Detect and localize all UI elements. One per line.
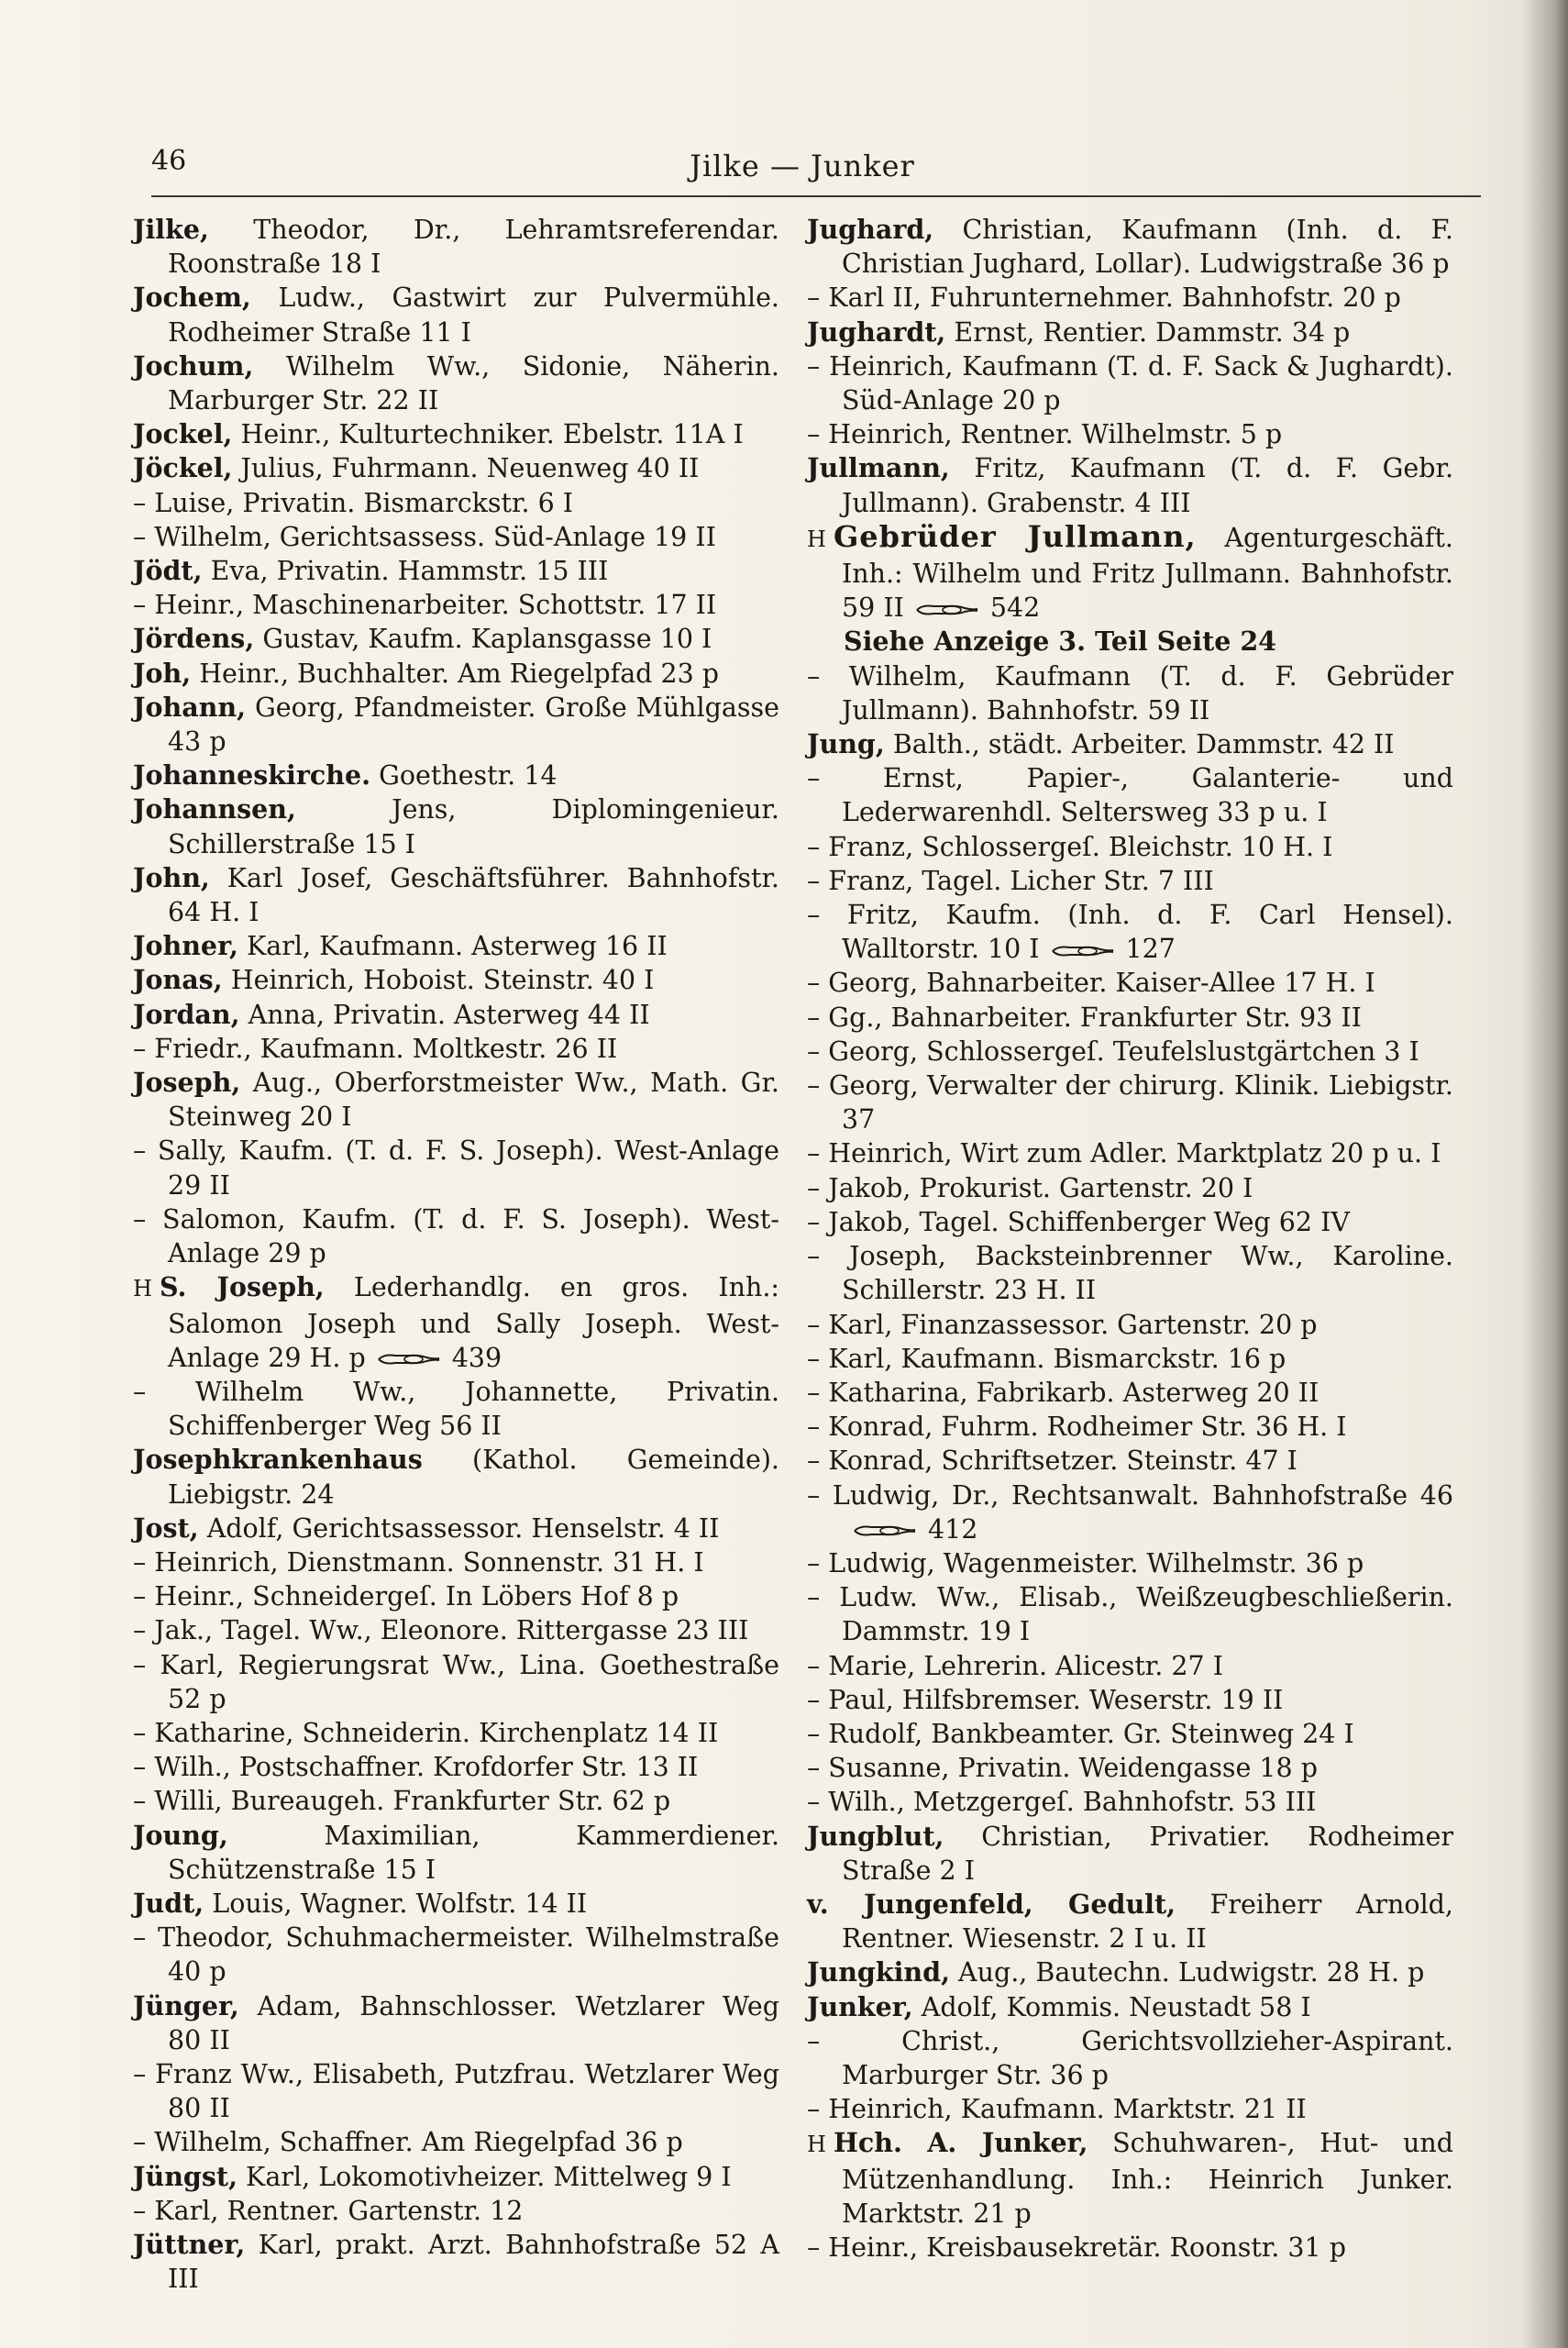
entry-text: – Ludw. Ww., Elisab., Weißzeugbeschließerin. Dammstr. 19 I <box>807 1582 1453 1647</box>
entry-text: – Wilh., Postschaffner. Krofdorfer Str. 13 II <box>133 1752 699 1783</box>
directory-entry <box>807 1820 1453 1888</box>
page-edge-shadow <box>1522 0 1568 2348</box>
directory-entry <box>133 1134 779 1202</box>
directory-entry <box>807 1546 1453 1580</box>
directory-entry <box>133 1921 779 1988</box>
entry-text: Ernst, Rentier. Dammstr. 34 p <box>945 316 1351 348</box>
directory-entry <box>133 998 779 1032</box>
directory-entry <box>133 622 779 656</box>
entry-name: Joh, <box>133 657 192 689</box>
directory-entry <box>133 213 779 281</box>
entry-name: Jockel, <box>133 418 233 450</box>
directory-entry <box>133 1887 779 1921</box>
telephone-number: 439 <box>451 1342 502 1373</box>
entry-text: – Friedr., Kaufmann. Moltkestr. 26 II <box>133 1033 618 1064</box>
entry-text: – Franz Ww., Elisabeth, Putzfrau. Wetzlarer Weg 80 II <box>133 2058 779 2124</box>
directory-entry <box>133 792 779 860</box>
entry-name: Joseph, <box>133 1067 241 1099</box>
entry-text: – Marie, Lehrerin. Alicestr. 27 I <box>807 1650 1223 1681</box>
entry-name: v. Jungenfeld, Gedult, <box>807 1888 1176 1920</box>
entry-text: – Jakob, Tagel. Schiffenberger Weg 62 IV <box>807 1206 1350 1237</box>
entry-text: – Wilhelm, Gerichtsassess. Süd-Anlage 19 II <box>133 521 716 552</box>
business-mark: H <box>807 526 826 552</box>
entry-text: – Theodor, Schuhmachermeister. Wilhelmstraße 40 p <box>133 1922 779 1988</box>
directory-entry <box>807 1136 1453 1170</box>
entry-name: Johann, <box>133 691 247 723</box>
entry-text: – Heinrich, Rentner. Wilhelmstr. 5 p <box>807 419 1283 450</box>
directory-entry <box>133 1613 779 1647</box>
directory-entry <box>807 1751 1453 1785</box>
directory-entry <box>807 659 1453 727</box>
entry-text: Karl Josef, Geschäftsführer. Bahnhofstr. 64 H. I <box>168 862 779 928</box>
entry-text: – Paul, Hilfsbremser. Weserstr. 19 II <box>807 1684 1284 1715</box>
directory-entry <box>133 1579 779 1613</box>
entry-text: Christian, Privatier. Rodheimer Straße 2 I <box>842 1821 1453 1886</box>
entry-text: – Karl, Finanzassessor. Gartenstr. 20 p <box>807 1309 1318 1340</box>
directory-entry <box>807 2126 1453 2231</box>
directory-entry <box>807 1649 1453 1683</box>
directory-entry <box>133 281 779 349</box>
directory-entry <box>133 349 779 417</box>
entry-name: Johannsen, <box>133 793 296 825</box>
entry-text: Julius, Fuhrmann. Neuenweg 40 II <box>232 453 700 484</box>
directory-entry <box>133 963 779 997</box>
entry-name: Junker, <box>807 1990 913 2022</box>
entry-text: – Heinrich, Wirt zum Adler. Marktplatz 20 p u. I <box>807 1138 1441 1169</box>
directory-entry <box>807 727 1453 761</box>
entry-text: – Heinr., Schneidergeſ. In Löbers Hof 8 p <box>133 1581 679 1612</box>
directory-entry <box>133 451 779 485</box>
business-mark: H <box>807 2132 826 2158</box>
directory-entry <box>133 1375 779 1443</box>
entry-text: – Willi, Bureaugeh. Frankfurter Str. 62 p <box>133 1786 671 1817</box>
directory-entry <box>807 316 1453 349</box>
entry-name: Johner, <box>133 930 238 962</box>
entry-name: Jödt, <box>133 555 203 587</box>
entry-name: Jughard, <box>807 214 934 245</box>
directory-entry <box>807 1069 1453 1136</box>
entry-name: Jördens, <box>133 623 255 655</box>
directory-entry <box>807 1479 1453 1546</box>
entry-name: Gebrüder Jullmann, <box>833 518 1197 554</box>
entry-text: Louis, Wagner. Wolfstr. 14 II <box>204 1888 588 1919</box>
telephone-icon <box>915 602 979 618</box>
entry-text: Jens, Diplomingenieur. Schillerstraße 15 I <box>168 794 779 859</box>
entry-name: Joung, <box>133 1819 228 1851</box>
right-column <box>807 213 1453 2265</box>
entry-name: S. Joseph, <box>159 1271 325 1303</box>
directory-entry <box>807 1955 1453 1989</box>
directory-entry <box>807 1205 1453 1239</box>
entry-text: – Ludwig, Wagenmeister. Wilhelmstr. 36 p <box>807 1547 1364 1578</box>
entry-text: – Salomon, Kaufm. (T. d. F. S. Joseph). West-Anlage 29 p <box>133 1203 779 1269</box>
telephone-icon <box>1051 943 1115 959</box>
directory-entry <box>807 1342 1453 1376</box>
entry-text: Wilhelm Ww., Sidonie, Näherin. Marburger Str. 22 II <box>168 350 779 416</box>
entry-text: – Katharina, Fabrikarb. Asterweg 20 II <box>807 1377 1320 1408</box>
directory-entry <box>133 1202 779 1270</box>
entry-text: – Konrad, Schriftsetzer. Steinstr. 47 I <box>807 1445 1297 1477</box>
entry-text: – Ludwig, Dr., Rechtsanwalt. Bahnhofstraße 46 <box>807 1479 1453 1511</box>
directory-entry <box>807 1171 1453 1205</box>
header-rule <box>151 195 1481 197</box>
entry-name: Jochem, <box>133 282 251 314</box>
entry-text: – Karl, Rentner. Gartenstr. 12 <box>133 2195 524 2226</box>
directory-entry <box>807 1717 1453 1751</box>
entry-text: – Konrad, Fuhrm. Rodheimer Str. 36 H. I <box>807 1412 1347 1443</box>
directory-entry <box>807 213 1453 281</box>
entry-text: – Heinr., Maschinenarbeiter. Schottstr. 17 II <box>133 590 717 621</box>
telephone-icon <box>853 1523 917 1539</box>
entry-text: – Wilh., Metzgergeſ. Bahnhofstr. 53 III <box>807 1787 1317 1818</box>
entry-text: – Gg., Bahnarbeiter. Frankfurter Str. 93 II <box>807 1002 1362 1033</box>
business-mark: H <box>133 1276 152 1302</box>
entry-text: Adam, Bahnschlosser. Wetzlarer Weg 80 II <box>168 1990 779 2055</box>
entry-text: Schuhwaren-, Hut- und Mützenhandlung. Inh.: Heinrich Junker. Marktstr. 21 p <box>842 2128 1453 2229</box>
entry-text: – Rudolf, Bankbeamter. Gr. Steinweg 24 I <box>807 1718 1354 1749</box>
directory-entry <box>807 761 1453 829</box>
directory-entry <box>133 2194 779 2228</box>
entry-text: Heinrich, Hoboist. Steinstr. 40 I <box>222 965 655 996</box>
entry-name: Jughardt, <box>807 316 946 348</box>
directory-entry <box>133 929 779 963</box>
directory-entry <box>133 1032 779 1066</box>
entry-text: – Ernst, Papier-, Galanterie- und Lederwarenhdl. Seltersweg 33 p u. I <box>807 763 1453 828</box>
entry-text: Balth., städt. Arbeiter. Dammstr. 42 II <box>884 729 1395 760</box>
entry-text: – Georg, Bahnarbeiter. Kaiser-Allee 17 H. I <box>807 968 1375 999</box>
entry-text: Georg, Pfandmeister. Große Mühlgasse 43 p <box>168 692 779 758</box>
directory-entry <box>133 1648 779 1716</box>
directory-entry <box>133 657 779 691</box>
entry-text: Aug., Oberforstmeister Ww., Math. Gr. Steinweg 20 I <box>168 1068 779 1133</box>
directory-entry <box>807 1001 1453 1035</box>
entry-text: Aug., Bautechn. Ludwigstr. 28 H. p <box>950 1957 1425 1988</box>
directory-entry <box>133 417 779 451</box>
directory-entry <box>133 2228 779 2296</box>
directory-entry <box>133 691 779 759</box>
directory-entry <box>807 1580 1453 1648</box>
entry-text: – Heinrich, Kaufmann (T. d. F. Sack & Jughardt). Süd-Anlage 20 p <box>807 350 1453 416</box>
telephone-number: 127 <box>1125 934 1176 965</box>
directory-entry <box>807 1239 1453 1307</box>
entry-name: Jüngst, <box>133 2160 237 2192</box>
entry-text: (Kathol. Gemeinde). Liebigstr. 24 <box>168 1445 779 1510</box>
directory-entry <box>807 520 1453 626</box>
directory-entry <box>807 1410 1453 1444</box>
directory-entry <box>807 1444 1453 1478</box>
directory-entry <box>807 864 1453 898</box>
directory-entry <box>807 2231 1453 2265</box>
directory-entry <box>133 1270 779 1375</box>
entry-name: Jochum, <box>133 349 254 382</box>
entry-text: – Franz, Tagel. Licher Str. 7 III <box>807 865 1214 896</box>
entry-text: Maximilian, Kammerdiener. Schützenstraße 15 I <box>168 1820 779 1885</box>
directory-entry <box>133 1819 779 1887</box>
entry-text: – Sally, Kaufm. (T. d. F. S. Joseph). West-Anlage 29 II <box>133 1135 779 1201</box>
entry-name: Jöckel, <box>133 452 233 484</box>
entry-text: Karl, prakt. Arzt. Bahnhofstraße 52 A III <box>168 2229 779 2295</box>
entry-text: Agenturgeschäft. Inh.: Wilhelm und Fritz Jullmann. Bahnhofstr. 59 II <box>842 522 1453 624</box>
entry-name: Josephkrankenhaus <box>133 1444 423 1476</box>
directory-entry <box>807 898 1453 966</box>
directory-entry <box>807 2092 1453 2126</box>
entry-name: Jungkind, <box>807 1956 950 1988</box>
entry-name: Jüttner, <box>133 2228 246 2260</box>
entry-text: – Heinrich, Dienstmann. Sonnenstr. 31 H. I <box>133 1546 704 1578</box>
entry-text: Theodor, Dr., Lehramtsreferendar. Roonstraße 18 I <box>168 215 779 280</box>
directory-entry <box>133 588 779 622</box>
entry-text: – Susanne, Privatin. Weidengasse 18 p <box>807 1753 1318 1784</box>
directory-entry <box>807 1888 1453 1955</box>
entry-text: Christian, Kaufmann (Inh. d. F. Christian Jughard, Lollar). Ludwigstraße 36 p <box>842 215 1453 280</box>
directory-entry <box>807 1683 1453 1717</box>
entry-text: Ludw., Gastwirt zur Pulvermühle. Rodheimer Straße 11 I <box>168 282 779 348</box>
entry-name: Jonas, <box>133 964 223 996</box>
entry-text: – Heinr., Kreisbausekretär. Roonstr. 31 p <box>807 2232 1346 2263</box>
entry-text: Karl, Lokomotivheizer. Mittelweg 9 I <box>237 2161 732 2192</box>
directory-entry <box>133 861 779 929</box>
entry-name: Jost, <box>133 1512 199 1544</box>
directory-entry <box>133 1443 779 1511</box>
entry-text: Lederhandlg. en gros. Inh.: Salomon Joseph und Sally Joseph. West-Anlage 29 H. p <box>168 1272 779 1373</box>
entry-text: Freiherr Arnold, Rentner. Wiesenstr. 2 I u. II <box>842 1888 1453 1955</box>
directory-entry <box>807 349 1453 417</box>
telephone-number: 412 <box>928 1513 978 1545</box>
directory-entry <box>133 2125 779 2159</box>
directory-entry <box>133 520 779 554</box>
entry-text: Heinr., Kulturtechniker. Ebelstr. 11A I <box>232 419 744 450</box>
telephone-icon <box>377 1351 441 1368</box>
directory-entry <box>133 486 779 520</box>
entry-text: – Wilhelm, Kaufmann (T. d. F. Gebrüder Jullmann). Bahnhofstr. 59 II <box>807 660 1453 725</box>
directory-entry <box>807 1376 1453 1410</box>
running-head: Jilke — Junker <box>690 149 915 183</box>
entry-name: Hch. A. Junker, <box>833 2127 1088 2159</box>
entry-text: – Jakob, Prokurist. Gartenstr. 20 I <box>807 1172 1253 1203</box>
entry-text: – Heinrich, Kaufmann. Marktstr. 21 II <box>807 2094 1307 2125</box>
directory-entry <box>133 554 779 588</box>
entry-text: – Georg, Schlossergeſ. Teufelslustgärtchen 3 I <box>807 1036 1419 1067</box>
entry-text: – Franz, Schlossergeſ. Bleichstr. 10 H. I <box>807 831 1333 862</box>
directory-entry <box>133 2057 779 2125</box>
directory-entry <box>807 966 1453 1000</box>
directory-entry <box>807 281 1453 315</box>
advertisement-notice <box>807 625 1453 659</box>
entry-name: Jungblut, <box>807 1820 944 1852</box>
entry-text: – Luise, Privatin. Bismarckstr. 6 I <box>133 487 574 518</box>
entry-name: Jullmann, <box>807 452 950 484</box>
entry-text: – Karl II, Fuhrunternehmer. Bahnhofstr. 20 p <box>807 282 1401 314</box>
entry-name: Jung, <box>807 728 885 760</box>
entry-text: Anna, Privatin. Asterweg 44 II <box>239 999 650 1030</box>
directory-entry <box>133 1512 779 1545</box>
entry-name: Jünger, <box>133 1989 239 2021</box>
directory-entry <box>807 2024 1453 2092</box>
entry-name: Jilke, <box>133 214 209 245</box>
page-number: 46 <box>151 145 187 177</box>
directory-entry <box>807 830 1453 864</box>
entry-text: Heinr., Buchhalter. Am Riegelpfad 23 p <box>191 658 720 689</box>
directory-entry <box>807 417 1453 451</box>
entry-text: Karl, Kaufmann. Asterweg 16 II <box>237 931 668 962</box>
directory-entry <box>133 1784 779 1818</box>
entry-text: – Wilhelm, Schaffner. Am Riegelpfad 36 p <box>133 2127 683 2158</box>
entry-text: – Joseph, Backsteinbrenner Ww., Karoline. Schillerstr. 23 H. II <box>807 1241 1453 1306</box>
entry-text: Gustav, Kaufm. Kaplansgasse 10 I <box>254 624 712 655</box>
entry-name: John, <box>133 861 210 893</box>
directory-entry <box>133 759 779 792</box>
entry-text: – Wilhelm Ww., Johannette, Privatin. Schiffenberger Weg 56 II <box>133 1376 779 1442</box>
directory-entry <box>807 1785 1453 1819</box>
telephone-number: 542 <box>989 593 1041 624</box>
entry-text: – Christ., Gerichtsvollzieher-Aspirant. Marburger Str. 36 p <box>807 2025 1453 2090</box>
entry-name: Jordan, <box>133 998 240 1030</box>
entry-name: Johanneskirche. <box>133 759 371 792</box>
directory-entry <box>133 1066 779 1134</box>
entry-text: – Jak., Tagel. Ww., Eleonore. Rittergasse 23 III <box>133 1615 749 1646</box>
notice-text: Siehe Anzeige 3. Teil Seite 24 <box>844 626 1277 658</box>
entry-text: – Karl, Regierungsrat Ww., Lina. Goethestraße 52 p <box>133 1649 779 1714</box>
directory-entry <box>807 451 1453 519</box>
entry-text: Fritz, Kaufmann (T. d. F. Gebr. Jullmann). Grabenstr. 4 III <box>842 453 1453 518</box>
entry-text: Goethestr. 14 <box>370 760 558 792</box>
directory-entry <box>133 1716 779 1750</box>
left-column <box>133 213 779 2296</box>
directory-entry <box>807 1990 1453 2024</box>
directory-entry <box>133 1750 779 1784</box>
entry-text: – Georg, Verwalter der chirurg. Klinik. Liebigstr. 37 <box>807 1070 1453 1135</box>
directory-entry <box>133 2160 779 2194</box>
entry-text: – Fritz, Kaufm. (Inh. d. F. Carl Hensel). Walltorstr. 10 I <box>807 900 1453 965</box>
directory-entry <box>807 1308 1453 1342</box>
entry-text: Eva, Privatin. Hammstr. 15 III <box>202 556 609 587</box>
entry-name: Judt, <box>133 1887 204 1919</box>
directory-entry <box>807 1035 1453 1069</box>
directory-entry <box>133 1545 779 1579</box>
entry-text: – Katharine, Schneiderin. Kirchenplatz 14 II <box>133 1717 719 1748</box>
entry-text: Adolf, Gerichtsassessor. Henselstr. 4 II <box>198 1512 720 1544</box>
directory-entry <box>133 1989 779 2057</box>
entry-text: – Karl, Kaufmann. Bismarckstr. 16 p <box>807 1343 1286 1374</box>
entry-text: Adolf, Kommis. Neustadt 58 I <box>912 1991 1311 2022</box>
